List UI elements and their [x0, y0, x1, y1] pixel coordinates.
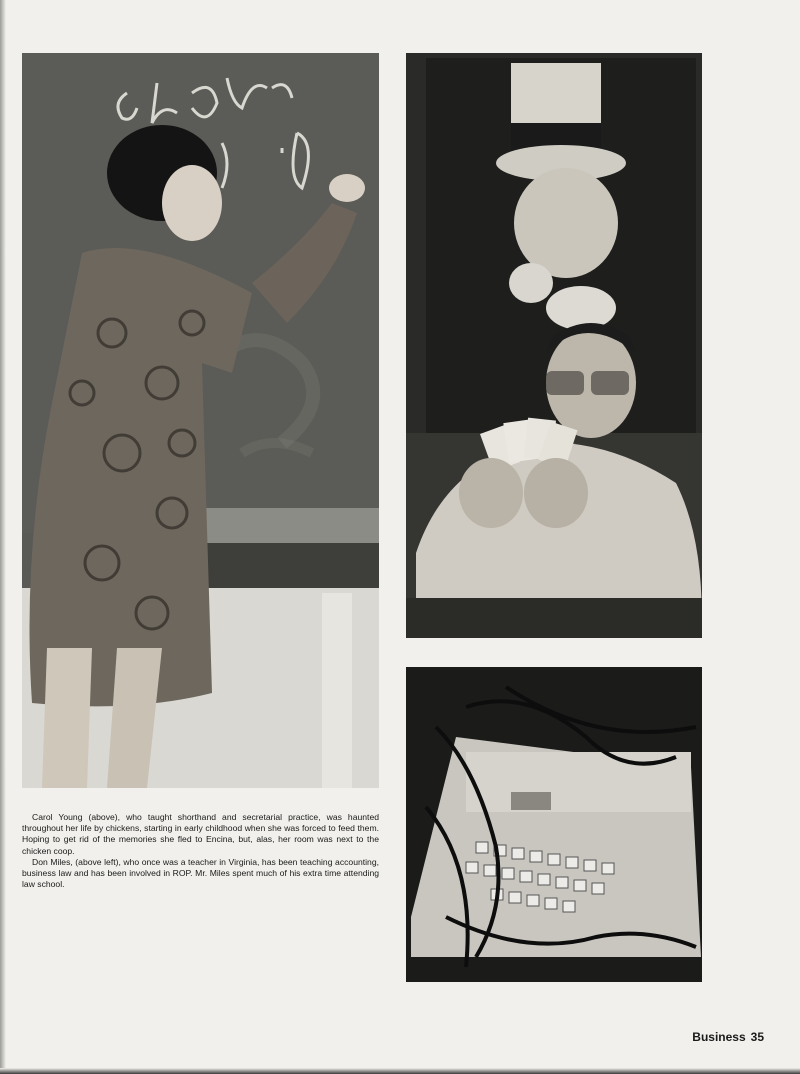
page-folio [692, 1030, 764, 1044]
photo-teacher-at-chalkboard [22, 53, 379, 788]
page-edge-shadow [0, 1068, 800, 1074]
section-name: Business [692, 1030, 746, 1044]
caption-paragraph-don-miles: Don Miles, (above left), who once was a teacher in Virginia, has been teaching accounting, business law and has been involved in ROP. Mr. Miles spent much of his extra time attending law school. [22, 856, 379, 890]
page-binding-shadow [0, 0, 6, 1074]
photo-typewriter [406, 667, 702, 982]
caption-paragraph-carol-young: Carol Young (above), who taught shorthand and secretarial practice, was haunted throughout her life by chickens, starting in early childhood when she was forced to feed them. Hoping to get rid of the memories she fled to Encina, but, alas, her room was next to the chicken coop. [22, 812, 379, 856]
page-number: 35 [750, 1030, 764, 1044]
photo-man-holding-cards [406, 53, 702, 638]
photo-caption [22, 812, 379, 890]
